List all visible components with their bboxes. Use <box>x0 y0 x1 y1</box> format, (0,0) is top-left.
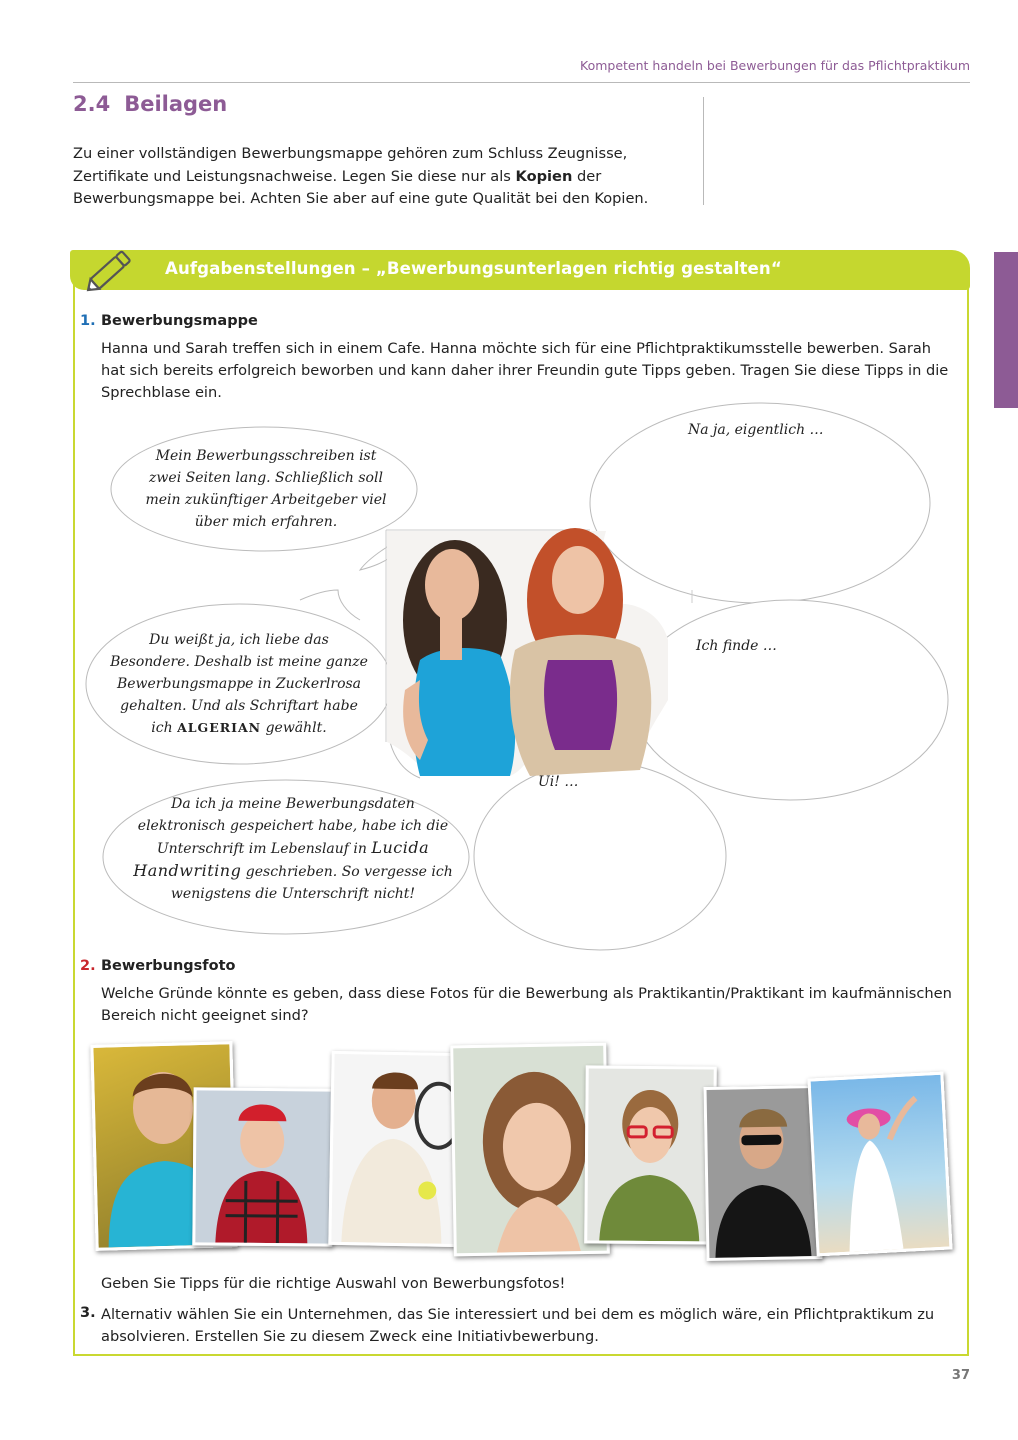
task2-followup: Geben Sie Tipps für die richtige Auswahl von Bewerbungsfotos! <box>101 1275 566 1292</box>
running-header: Kompetent handeln bei Bewerbungen für das Pflichtpraktikum <box>580 58 970 73</box>
bubble-left-3-text <box>126 793 460 905</box>
bubble-right-2 <box>632 600 948 800</box>
task2-heading: Bewerbungsfoto <box>101 958 236 974</box>
bubble-left-3-text-2: geschrieben. So vergesse ich wenigstens die Unterschrift nicht! <box>170 864 453 902</box>
bubble-right-1-text: Na ja, eigentlich … <box>688 422 824 438</box>
bubble-right-3-text: Ui! … <box>538 774 579 790</box>
photo-7 <box>807 1072 952 1257</box>
bubble-left-3-font-sample: Lucida Handwriting <box>133 838 430 880</box>
task2-text: Welche Gründe könnte es geben, dass diese Fotos für die Bewerbung als Praktikantin/Praktikant im kaufmännischen Bereich nicht geeignet sind? <box>101 985 952 1024</box>
bubble-left-2-text-1: Du weißt ja, ich liebe das Besondere. Deshalb ist meine ganze Bewerbungsmappe in Zuckerlrosa gehalten. Und als Schriftart habe ich <box>110 632 368 736</box>
task2-number: 2. <box>80 958 96 974</box>
intro-text-1: Zu einer vollständigen Bewerbungsmappe gehören zum Schluss Zeugnisse, Zertifikate und Leistungsnachweise. Legen Sie diese nur als <box>73 145 628 185</box>
bubble-left-2-font-sample: ALGERIAN <box>177 720 262 735</box>
friends-photo <box>387 528 668 776</box>
intro-text-2: der Bewerbungsmappe bei. Achten Sie aber auf eine gute Qualität bei den Kopien. <box>73 167 649 207</box>
task3-text: Alternativ wählen Sie ein Unternehmen, das Sie interessiert und bei dem es möglich wäre, ein Pflichtpraktikum zu absolvieren. Erstellen Sie zu diesem Zweck eine Initiativbewerbung. <box>101 1306 935 1345</box>
photo-2 <box>192 1087 333 1246</box>
section-title-text: Beilagen <box>124 92 228 116</box>
task3-number: 3. <box>80 1305 96 1321</box>
bubble-left-3-text-1: Da ich ja meine Bewerbungsdaten elektronisch gespeichert habe, habe ich die Unterschrift im Lebenslauf in <box>137 796 449 857</box>
photo-6 <box>703 1085 822 1261</box>
task1-number: 1. <box>80 313 96 329</box>
bubble-right-3 <box>474 762 726 950</box>
photo-3 <box>328 1051 467 1247</box>
task1-heading: Bewerbungsmappe <box>101 313 258 329</box>
photo-5 <box>584 1065 717 1244</box>
page-number: 37 <box>951 1368 970 1383</box>
bubble-left-1-text: Mein Bewerbungsschreiben ist zwei Seiten lang. Schließlich soll mein zukünftiger Arbeitgeber viel über mich erfahren. <box>145 448 387 530</box>
bubble-left-2-text <box>108 629 370 739</box>
banner-title: Aufgabenstellungen – „Bewerbungsunterlagen richtig gestalten“ <box>165 259 782 278</box>
intro-bold: Kopien <box>515 167 573 185</box>
bubble-left-2-text-2: gewählt. <box>261 720 327 736</box>
task1-text: Hanna und Sarah treffen sich in einem Cafe. Hanna möchte sich für eine Pflichtpraktikumsstelle bewerben. Sarah hat sich bereits erfolgreich beworben und kann daher ihrer Freundin gute Tipps geben. Tragen Sie diese Tipps in die Sprechblase ein. <box>101 340 949 401</box>
section-number: 2.4 <box>73 92 111 116</box>
bubble-right-2-text: Ich finde … <box>696 638 777 654</box>
